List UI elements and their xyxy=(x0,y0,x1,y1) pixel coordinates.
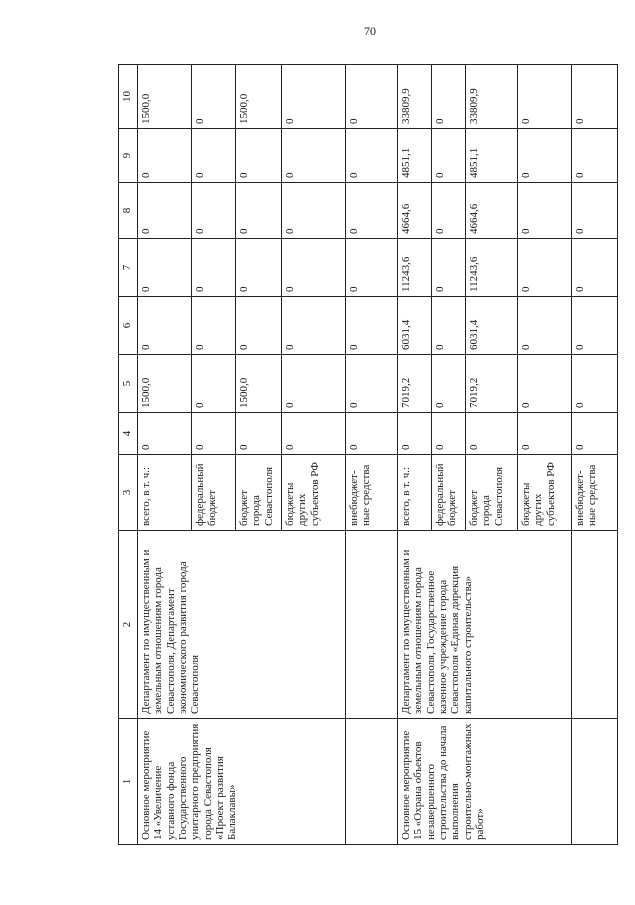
value-cell: 0 xyxy=(138,297,192,355)
column-header: 4 xyxy=(119,413,138,455)
value-cell: 0 xyxy=(518,65,572,129)
value-cell: 0 xyxy=(432,297,466,355)
source-cell: внебюджет-ные средства xyxy=(346,455,398,531)
value-cell: 0 xyxy=(138,413,192,455)
value-cell: 0 xyxy=(518,239,572,297)
value-cell: 0 xyxy=(282,183,346,239)
value-cell: 0 xyxy=(518,297,572,355)
value-cell: 0 xyxy=(192,239,236,297)
column-header: 2 xyxy=(119,531,138,719)
source-cell: бюджеты других субъектов РФ xyxy=(518,455,572,531)
value-cell: 0 xyxy=(192,355,236,413)
value-cell: 7019,2 xyxy=(398,355,432,413)
value-cell: 0 xyxy=(572,129,618,183)
rotated-table-container xyxy=(118,65,613,845)
value-cell: 0 xyxy=(236,129,282,183)
value-cell: 0 xyxy=(346,183,398,239)
source-cell: внебюджет-ные средства xyxy=(572,455,618,531)
column-header: 9 xyxy=(119,129,138,183)
measure-cell: Основное мероприятие 15 «Охрана объектов незавершенного строительства до начала выполнения строительно-монтажных работ» xyxy=(398,719,572,845)
value-cell: 0 xyxy=(236,297,282,355)
column-header: 8 xyxy=(119,183,138,239)
value-cell: 0 xyxy=(346,239,398,297)
value-cell: 33809,9 xyxy=(398,65,432,129)
value-cell: 0 xyxy=(432,239,466,297)
value-cell: 0 xyxy=(138,239,192,297)
value-cell: 4664,6 xyxy=(398,183,432,239)
column-header: 5 xyxy=(119,355,138,413)
value-cell: 0 xyxy=(432,65,466,129)
value-cell: 1500,0 xyxy=(138,355,192,413)
value-cell: 0 xyxy=(398,413,432,455)
value-cell: 0 xyxy=(236,413,282,455)
value-cell: 4851,1 xyxy=(398,129,432,183)
value-cell: 0 xyxy=(518,183,572,239)
column-header: 3 xyxy=(119,455,138,531)
value-cell: 0 xyxy=(138,129,192,183)
value-cell: 0 xyxy=(192,183,236,239)
table-row xyxy=(398,65,432,845)
value-cell: 0 xyxy=(432,129,466,183)
value-cell: 0 xyxy=(192,413,236,455)
value-cell: 1500,0 xyxy=(138,65,192,129)
value-cell: 0 xyxy=(192,65,236,129)
value-cell: 0 xyxy=(282,129,346,183)
value-cell: 0 xyxy=(432,183,466,239)
value-cell: 0 xyxy=(572,355,618,413)
value-cell: 0 xyxy=(432,413,466,455)
executor-cell: Департамент по имущественным и земельным отношениям города Севастополя, Государственное казенное учреждение города Севастополя «Единая дирекция капитального строительства» xyxy=(398,531,572,719)
value-cell: 0 xyxy=(192,129,236,183)
table-row xyxy=(572,65,618,845)
value-cell: 1500,0 xyxy=(236,355,282,413)
value-cell: 0 xyxy=(346,413,398,455)
source-cell: всего, в т. ч.: xyxy=(138,455,192,531)
value-cell: 11243,6 xyxy=(398,239,432,297)
value-cell: 0 xyxy=(282,355,346,413)
value-cell: 33809,9 xyxy=(466,65,518,129)
value-cell: 0 xyxy=(572,65,618,129)
value-cell: 0 xyxy=(346,129,398,183)
value-cell: 0 xyxy=(518,413,572,455)
source-cell: бюджет города Севастополя xyxy=(236,455,282,531)
value-cell: 0 xyxy=(236,183,282,239)
value-cell: 0 xyxy=(282,413,346,455)
value-cell: 11243,6 xyxy=(466,239,518,297)
source-cell: всего, в т. ч.: xyxy=(398,455,432,531)
value-cell: 0 xyxy=(282,65,346,129)
value-cell: 0 xyxy=(466,413,518,455)
source-cell: бюджет города Севастополя xyxy=(466,455,518,531)
value-cell: 0 xyxy=(346,297,398,355)
value-cell: 0 xyxy=(346,355,398,413)
value-cell: 0 xyxy=(138,183,192,239)
page-number: 70 xyxy=(364,24,376,38)
budget-table xyxy=(118,64,618,845)
value-cell: 0 xyxy=(282,239,346,297)
value-cell: 0 xyxy=(572,297,618,355)
value-cell: 0 xyxy=(432,355,466,413)
value-cell: 1500,0 xyxy=(236,65,282,129)
value-cell: 0 xyxy=(572,413,618,455)
value-cell: 0 xyxy=(572,183,618,239)
value-cell: 0 xyxy=(346,65,398,129)
value-cell: 6031,4 xyxy=(398,297,432,355)
value-cell: 0 xyxy=(518,355,572,413)
measure-cell: Основное мероприятие 14 «Увеличение уставного фонда Государственного унитарного предприятия города Севастополя «Проект развития Балаклавы» xyxy=(138,719,346,845)
source-cell: федеральный бюджет xyxy=(192,455,236,531)
column-header: 1 xyxy=(119,719,138,845)
value-cell: 4851,1 xyxy=(466,129,518,183)
value-cell: 0 xyxy=(192,297,236,355)
column-header: 10 xyxy=(119,65,138,129)
value-cell: 4664,6 xyxy=(466,183,518,239)
header-row xyxy=(119,65,138,845)
executor-cell: Департамент по имущественным и земельным отношениям города Севастополя, Департамент экономического развития города Севастополя xyxy=(138,531,346,719)
value-cell: 7019,2 xyxy=(466,355,518,413)
source-cell: бюджеты других субъектов РФ xyxy=(282,455,346,531)
value-cell: 0 xyxy=(236,239,282,297)
value-cell: 0 xyxy=(518,129,572,183)
column-header: 6 xyxy=(119,297,138,355)
column-header: 7 xyxy=(119,239,138,297)
table-row xyxy=(346,65,398,845)
value-cell: 0 xyxy=(572,239,618,297)
table-row xyxy=(138,65,192,845)
value-cell: 0 xyxy=(282,297,346,355)
source-cell: федеральный бюджет xyxy=(432,455,466,531)
value-cell: 6031,4 xyxy=(466,297,518,355)
